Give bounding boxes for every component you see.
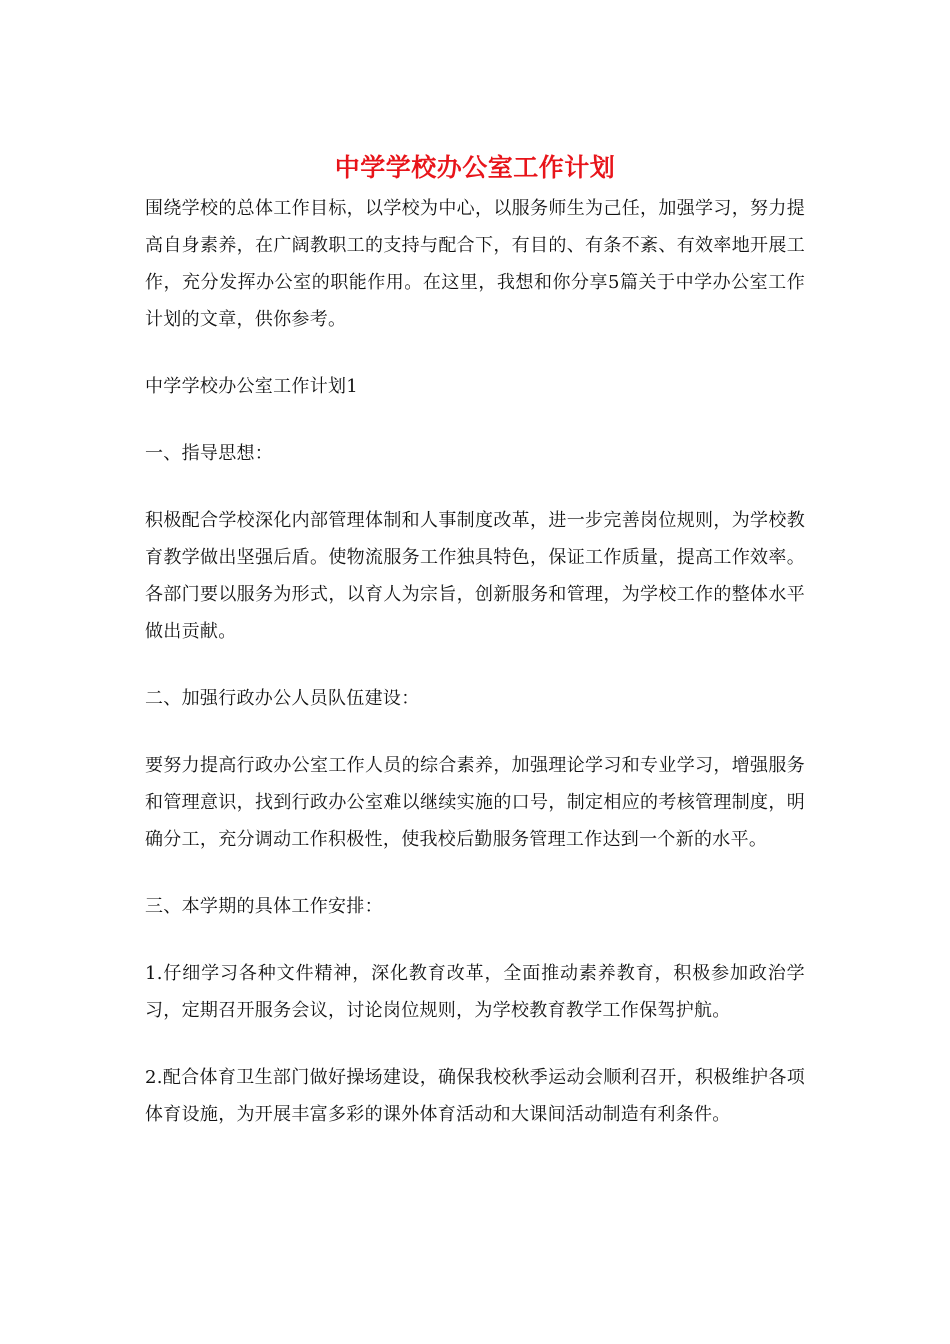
section-heading-work-arrangement: 三、本学期的具体工作安排： [145,896,383,917]
body-paragraph: 积极配合学校深化内部管理体制和人事制度改革，进一步完善岗位规则，为学校教育教学做出坚强后盾。使物流服务工作独具特色，保证工作质量，提高工作效率。各部门要以服务为形式，以育人为宗旨，创新服务和管理，为学校工作的整体水平做出贡献。 [145,510,805,642]
document-body [145,190,805,1133]
section-heading-team-building: 二、加强行政办公人员队伍建设： [145,688,420,709]
list-item-1: 1.仔细学习各种文件精神，深化教育改革，全面推动素养教育，积极参加政治学习，定期召开服务会议，讨论岗位规则，为学校教育教学工作保驾护航。 [145,963,805,1021]
section-heading-plan-1: 中学学校办公室工作计划1 [145,376,359,397]
section-heading-guiding-ideology: 一、指导思想： [145,443,274,464]
document-title: 中学学校办公室工作计划 [334,153,616,182]
body-paragraph: 要努力提高行政办公室工作人员的综合素养，加强理论学习和专业学习，增强服务和管理意识，找到行政办公室难以继续实施的口号，制定相应的考核管理制度，明确分工，充分调动工作积极性，使我校后勤服务管理工作达到一个新的水平。 [145,755,805,850]
intro-paragraph: 围绕学校的总体工作目标，以学校为中心，以服务师生为己任，加强学习，努力提高自身素养，在广阔教职工的支持与配合下，有目的、有条不紊、有效率地开展工作，充分发挥办公室的职能作用。在这里，我想和你分享5篇关于中学办公室工作计划的文章，供你参考。 [145,198,805,330]
list-item-2: 2.配合体育卫生部门做好操场建设，确保我校秋季运动会顺利召开，积极维护各项体育设施，为开展丰富多彩的课外体育活动和大课间活动制造有利条件。 [145,1067,805,1125]
